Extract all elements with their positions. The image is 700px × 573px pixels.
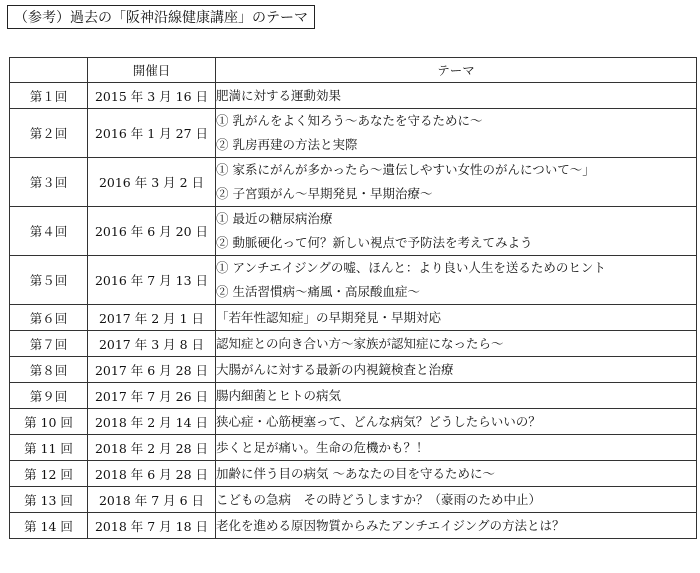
table-row [10,158,697,207]
date-cell: 2018 年 7 月 6 日 [88,487,216,513]
theme-text: 大腸がんに対する最新の内視鏡検査と治療 [216,362,454,377]
theme-text: 認知症との向き合い方～家族が認知症になったら～ [216,336,504,351]
session-number-cell: 第 14 回 [10,513,88,539]
date-cell: 2018 年 7 月 18 日 [88,513,216,539]
header-theme: テーマ [216,58,697,83]
date-cell: 2017 年 3 月 8 日 [88,331,216,357]
session-number-cell: 第４回 [10,207,88,256]
theme-text: 歩くと足が痛い。生命の危機かも？！ [216,440,429,455]
table-header-row [10,58,697,83]
theme-cell [216,357,697,383]
theme-cell [216,461,697,487]
session-number-cell: 第１回 [10,83,88,109]
date-cell: 2016 年 6 月 20 日 [88,207,216,256]
lecture-history-table [9,57,697,539]
session-number-cell: 第８回 [10,357,88,383]
theme-cell [216,383,697,409]
table-row [10,461,697,487]
date-cell: 2018 年 2 月 14 日 [88,409,216,435]
theme-text: 「若年性認知症」の早期発見・早期対応 [216,310,442,325]
session-number-cell: 第 13 回 [10,487,88,513]
date-cell: 2017 年 2 月 1 日 [88,305,216,331]
theme-cell [216,409,697,435]
table-row [10,109,697,158]
theme-text: ① アンチエイジングの嘘、ほんと：より良い人生を送るためのヒント [216,260,606,275]
header-date: 開催日 [88,58,216,83]
date-cell: 2016 年 1 月 27 日 [88,109,216,158]
theme-text: 狭心症・心筋梗塞って、どんな病気？どうしたらいいの？ [216,414,541,429]
theme-text: 老化を進める原因物質からみたアンチエイジングの方法とは？ [216,518,565,533]
theme-text: ② 乳房再建の方法と実際 [216,137,358,152]
session-number-cell: 第５回 [10,256,88,305]
header-session-number [10,58,88,83]
table-row [10,331,697,357]
theme-text: ① 乳がんをよく知ろう～あなたを守るために～ [216,113,483,128]
session-number-cell: 第 12 回 [10,461,88,487]
date-cell: 2016 年 7 月 13 日 [88,256,216,305]
table-row [10,83,697,109]
theme-text: ② 生活習慣病～痛風・高尿酸血症～ [216,284,420,299]
theme-cell [216,513,697,539]
theme-text: こどもの急病 その時どうしますか？（豪雨のため中止） [216,492,542,507]
session-number-cell: 第９回 [10,383,88,409]
date-cell: 2017 年 7 月 26 日 [88,383,216,409]
session-number-cell: 第３回 [10,158,88,207]
theme-cell [216,109,697,158]
session-number-cell: 第 10 回 [10,409,88,435]
theme-text: ① 家系にがんが多かったら～遺伝しやすい女性のがんについて～」 [216,162,595,177]
table-row [10,305,697,331]
table-row [10,383,697,409]
date-cell: 2017 年 6 月 28 日 [88,357,216,383]
table-row [10,207,697,256]
theme-text: 肥満に対する運動効果 [216,88,342,103]
table-row [10,435,697,461]
theme-text: ① 最近の糖尿病治療 [216,211,333,226]
table-row [10,357,697,383]
document-title: （参考）過去の「阪神沿線健康講座」のテーマ [7,5,315,29]
session-number-cell: 第２回 [10,109,88,158]
theme-cell [216,435,697,461]
session-number-cell: 第 11 回 [10,435,88,461]
theme-cell [216,207,697,256]
theme-cell [216,158,697,207]
table-body [10,83,697,539]
table-row [10,513,697,539]
theme-cell [216,331,697,357]
theme-cell [216,487,697,513]
theme-cell [216,83,697,109]
date-cell: 2016 年 3 月 2 日 [88,158,216,207]
table-row [10,487,697,513]
session-number-cell: 第７回 [10,331,88,357]
theme-text: 腸内細菌とヒトの病気 [216,388,342,403]
date-cell: 2018 年 6 月 28 日 [88,461,216,487]
theme-text: 加齢に伴う目の病気 ～あなたの目を守るために～ [216,466,495,481]
theme-text: ② 子宮頸がん～早期発見・早期治療～ [216,186,433,201]
session-number-cell: 第６回 [10,305,88,331]
date-cell: 2018 年 2 月 28 日 [88,435,216,461]
table-row [10,409,697,435]
table-row [10,256,697,305]
date-cell: 2015 年 3 月 16 日 [88,83,216,109]
theme-cell [216,256,697,305]
theme-text: ② 動脈硬化って何？新しい視点で予防法を考えてみよう [216,235,533,250]
theme-cell [216,305,697,331]
